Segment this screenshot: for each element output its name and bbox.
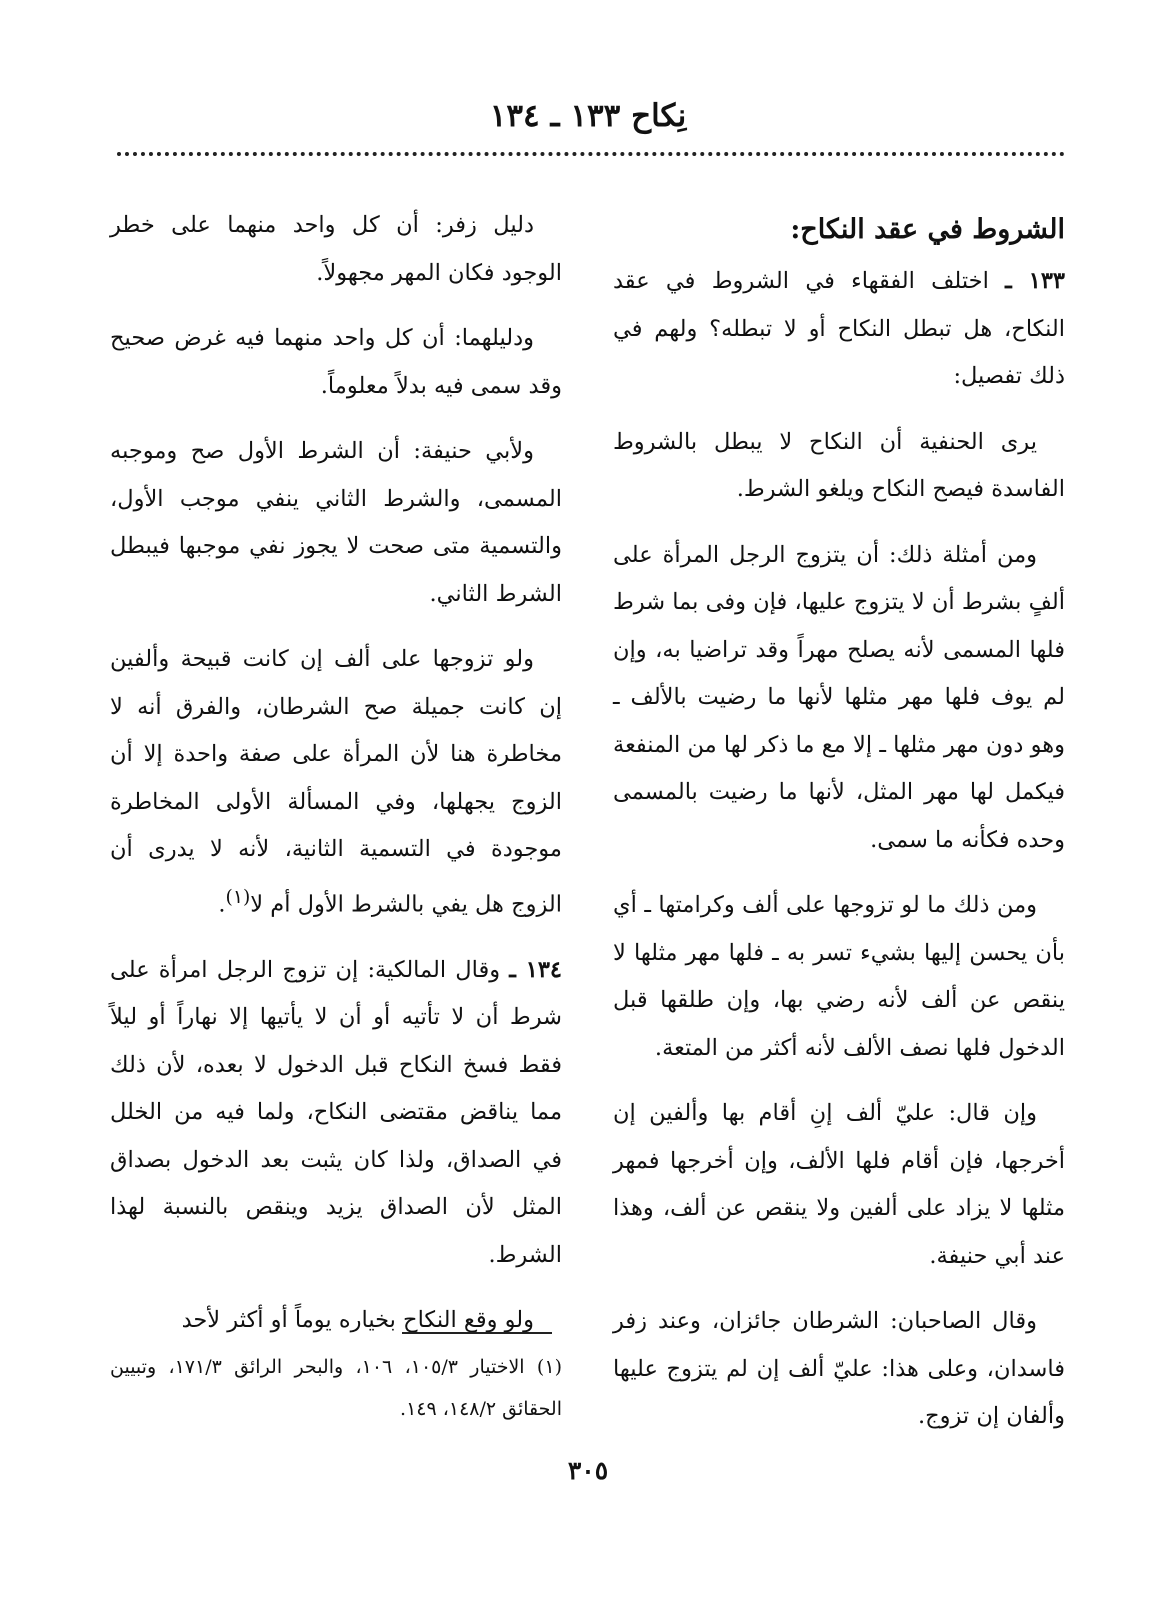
paragraph: يرى الحنفية أن النكاح لا يبطل بالشروط الفاسدة فيصح النكاح ويلغو الشرط. [613, 428, 1065, 502]
right-column [613, 202, 1065, 1459]
header-dotted-divider [117, 152, 1065, 156]
paragraph-text: ولو تزوجها على ألف إن كانت قبيحة وألفين إن كانت جميلة صح الشرطان، والفرق أنه لا مخاطرة هنا لأن المرأة على صفة واحدة إلا أن الزوج يجهلها، وفي المسألة الأولى المخاطرة موجودة في التسمية الثانية، لأنه لا يدرى أن الزوج هل يفي بالشرط الأول أم لا [110, 646, 562, 917]
footnote [110, 1346, 562, 1430]
paragraph-end: . [218, 891, 226, 917]
left-column [110, 202, 562, 1363]
footnote-reference: (١) [225, 886, 251, 908]
paragraph: ودليلهما: أن كل واحد منهما فيه غرض صحيح وقد سمى فيه بدلاً معلوماً. [110, 325, 562, 399]
paragraph: ولو وقع النكاح بخياره يوماً أو أكثر لأحد [181, 1307, 534, 1333]
footnote-separator [402, 1332, 552, 1334]
paragraph-text: اختلف الفقهاء في الشروط في عقد النكاح، هل تبطل النكاح أو لا تبطله؟ ولهم في ذلك تفصيل: [613, 268, 1065, 389]
paragraph: ومن ذلك ما لو تزوجها على ألف وكرامتها ـ أي بأن يحسن إليها بشيء تسر به ـ فلها مهر مثلها لا ينقص عن ألف لأنه رضي بها، وإن طلقها قبل الدخول فلها نصف الألف لأنه أكثر من المتعة. [613, 892, 1065, 1061]
paragraph-text: وقال المالكية: إن تزوج الرجل امرأة على شرط أن لا تأتيه أو أن لا يأتيها إلا نهاراً أو ليلاً فقط فسخ النكاح قبل الدخول لا بعده، لأن ذلك مما يناقض مقتضى النكاح، ولما فيه من الخلل في الصداق، ولذا كان يثبت بعد الدخول بصداق المثل لأن الصداق يزيد وينقص بالنسبة لهذا الشرط. [110, 956, 562, 1268]
paragraph: ولأبي حنيفة: أن الشرط الأول صح وموجبه المسمى، والشرط الثاني ينفي موجب الأول، والتسمية متى صحت لا يجوز نفي موجبها فيبطل الشرط الثاني. [110, 438, 562, 607]
paragraph: وإن قال: عليّ ألف إنِ أقام بها وألفين إن أخرجها، فإن أقام فلها الألف، وإن أخرجها فمهر مثلها لا يزاد على ألفين ولا ينقص عن ألف، وهذا عند أبي حنيفة. [613, 1100, 1065, 1269]
paragraph [613, 258, 1065, 401]
paragraph: ومن أمثلة ذلك: أن يتزوج الرجل المرأة على ألفٍ بشرط أن لا يتزوج عليها، فإن وفى بما شرط فلها المسمى لأنه يصلح مهراً وقد تراضيا به، وإن لم يوف فلها مهر مثلها لأنها ما رضيت بالألف ـ وهو دون مهر مثلها ـ إلا مع ما ذكر لها من المنفعة فيكمل لها مهر المثل، لأنها ما رضيت بالمسمى وحده فكأنه ما سمى. [613, 541, 1065, 853]
page-header: نِكاح ١٣٣ ـ ١٣٤ [489, 98, 687, 134]
paragraph: دليل زفر: أن كل واحد منهما على خطر الوجود فكان المهر مجهولاً. [110, 212, 562, 286]
page-number: ٣٠٥ [567, 1456, 609, 1485]
paragraph [110, 947, 562, 1280]
section-number: ١٣٣ ـ [1005, 268, 1065, 294]
paragraph [110, 636, 562, 929]
paragraph: وقال الصاحبان: الشرطان جائزان، وعند زفر فاسدان، وعلى هذا: عليّ ألف إن لم يتزوج عليها وألفان إن تزوج. [613, 1308, 1065, 1429]
section-heading: الشروط في عقد النكاح: [790, 214, 1065, 245]
footnote-text: (١) الاختيار ١٠٥/٣، ١٠٦، والبحر الرائق ١٧١/٣، وتبيين الحقائق ١٤٨/٢، ١٤٩. [110, 1356, 562, 1420]
section-number: ١٣٤ ـ [509, 956, 562, 983]
